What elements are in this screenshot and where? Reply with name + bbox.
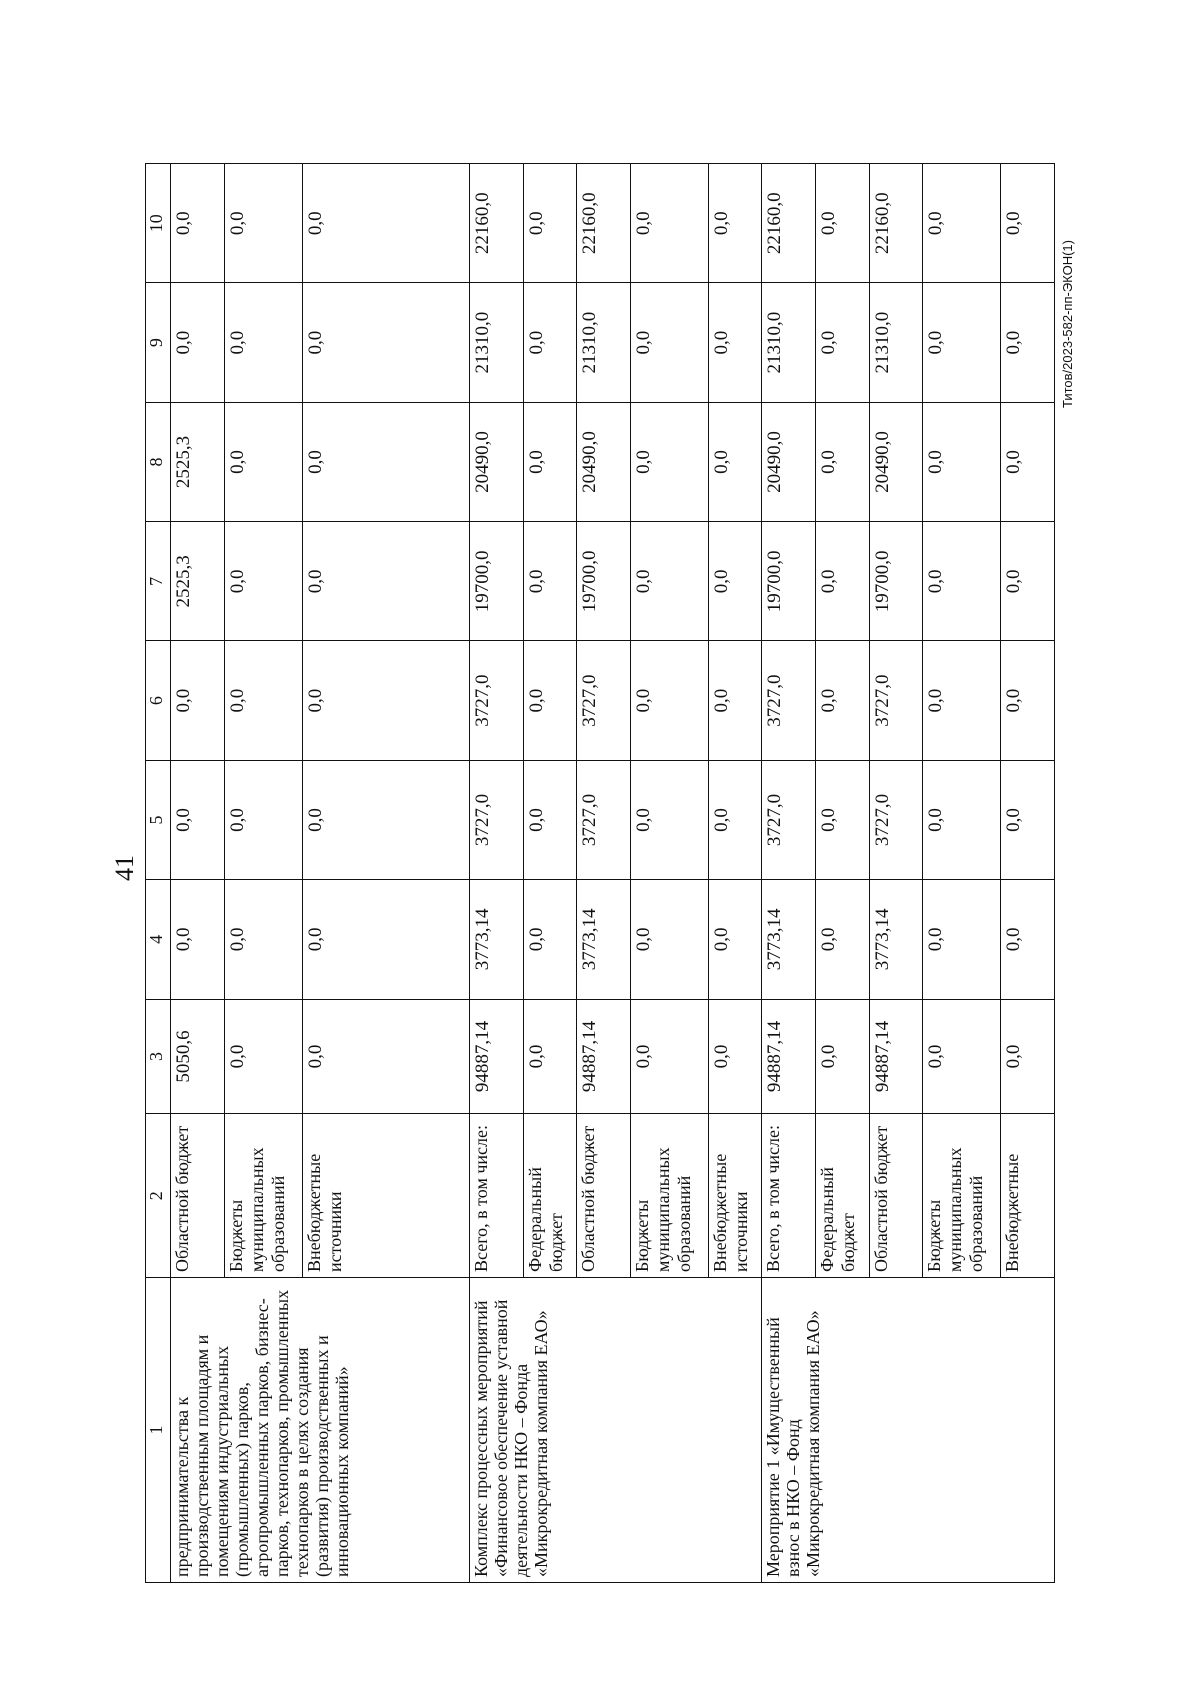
value-cell: 0,0 bbox=[224, 402, 302, 521]
value-cell: 3727,0 bbox=[762, 641, 816, 760]
value-cell: 3727,0 bbox=[470, 760, 524, 879]
value-cell: 0,0 bbox=[1001, 522, 1055, 641]
event-title-cell: Мероприятие 1 «Имущественный взнос в НКО – Фонд «Микрокредитная компания ЕАО» bbox=[762, 1277, 1055, 1582]
value-cell: 20490,0 bbox=[869, 402, 923, 521]
value-cell: 0,0 bbox=[923, 164, 1001, 283]
value-cell: 0,0 bbox=[816, 880, 870, 999]
value-cell: 0,0 bbox=[523, 999, 577, 1114]
value-cell: 19700,0 bbox=[762, 522, 816, 641]
value-cell: 0,0 bbox=[523, 402, 577, 521]
value-cell: 19700,0 bbox=[470, 522, 524, 641]
value-cell: 0,0 bbox=[923, 880, 1001, 999]
value-cell: 0,0 bbox=[708, 402, 762, 521]
value-cell: 3773,14 bbox=[762, 880, 816, 999]
value-cell: 21310,0 bbox=[577, 283, 631, 402]
header-cell: 3 bbox=[146, 999, 171, 1114]
funding-source-cell: Бюджеты муниципальных образований bbox=[630, 1114, 708, 1278]
event-title-cell: Комплекс процессных мероприятий «Финансовое обеспечение уставной деятельности НКО – Фонда «Микрокредитная компания ЕАО» bbox=[470, 1277, 762, 1582]
value-cell: 0,0 bbox=[171, 283, 225, 402]
value-cell: 0,0 bbox=[630, 880, 708, 999]
value-cell: 0,0 bbox=[708, 641, 762, 760]
value-cell: 0,0 bbox=[171, 164, 225, 283]
funding-source-cell: Федеральный бюджет bbox=[816, 1114, 870, 1278]
value-cell: 94887,14 bbox=[869, 999, 923, 1114]
funding-source-cell: Федеральный бюджет bbox=[523, 1114, 577, 1278]
value-cell: 0,0 bbox=[630, 283, 708, 402]
value-cell: 0,0 bbox=[923, 641, 1001, 760]
value-cell: 0,0 bbox=[523, 522, 577, 641]
value-cell: 20490,0 bbox=[762, 402, 816, 521]
value-cell: 0,0 bbox=[224, 880, 302, 999]
value-cell: 0,0 bbox=[816, 402, 870, 521]
funding-source-cell: Областной бюджет bbox=[869, 1114, 923, 1278]
value-cell: 22160,0 bbox=[762, 164, 816, 283]
table-container bbox=[145, 163, 1055, 1583]
document-code: Титов/2023-582-пп-ЭКОН(1) bbox=[1060, 240, 1075, 409]
page-number: 41 bbox=[110, 855, 139, 881]
value-cell: 0,0 bbox=[816, 999, 870, 1114]
header-cell: 6 bbox=[146, 641, 171, 760]
funding-source-cell: Областной бюджет bbox=[577, 1114, 631, 1278]
value-cell: 0,0 bbox=[523, 641, 577, 760]
value-cell: 0,0 bbox=[1001, 283, 1055, 402]
value-cell: 22160,0 bbox=[577, 164, 631, 283]
value-cell: 3727,0 bbox=[762, 760, 816, 879]
value-cell: 94887,14 bbox=[762, 999, 816, 1114]
value-cell: 0,0 bbox=[302, 641, 469, 760]
value-cell: 0,0 bbox=[708, 880, 762, 999]
value-cell: 0,0 bbox=[302, 164, 469, 283]
header-cell: 2 bbox=[146, 1114, 171, 1278]
header-cell: 8 bbox=[146, 402, 171, 521]
table-row bbox=[762, 164, 816, 1583]
value-cell: 19700,0 bbox=[869, 522, 923, 641]
funding-source-cell: Внебюджетные bbox=[1001, 1114, 1055, 1278]
value-cell: 0,0 bbox=[1001, 880, 1055, 999]
value-cell: 0,0 bbox=[224, 999, 302, 1114]
value-cell: 20490,0 bbox=[470, 402, 524, 521]
value-cell: 0,0 bbox=[630, 402, 708, 521]
value-cell: 0,0 bbox=[1001, 999, 1055, 1114]
value-cell: 0,0 bbox=[224, 283, 302, 402]
value-cell: 0,0 bbox=[708, 999, 762, 1114]
value-cell: 0,0 bbox=[1001, 402, 1055, 521]
value-cell: 5050,6 bbox=[171, 999, 225, 1114]
value-cell: 0,0 bbox=[708, 164, 762, 283]
value-cell: 0,0 bbox=[302, 283, 469, 402]
header-cell: 4 bbox=[146, 880, 171, 999]
value-cell: 0,0 bbox=[630, 999, 708, 1114]
value-cell: 0,0 bbox=[523, 880, 577, 999]
value-cell: 0,0 bbox=[630, 164, 708, 283]
value-cell: 21310,0 bbox=[869, 283, 923, 402]
value-cell: 0,0 bbox=[1001, 641, 1055, 760]
value-cell: 19700,0 bbox=[577, 522, 631, 641]
header-cell: 10 bbox=[146, 164, 171, 283]
value-cell: 3773,14 bbox=[470, 880, 524, 999]
header-cell: 1 bbox=[146, 1277, 171, 1582]
value-cell: 0,0 bbox=[708, 522, 762, 641]
value-cell: 0,0 bbox=[923, 522, 1001, 641]
funding-source-cell: Всего, в том числе: bbox=[470, 1114, 524, 1278]
value-cell: 0,0 bbox=[224, 641, 302, 760]
budget-table bbox=[145, 163, 1055, 1583]
value-cell: 0,0 bbox=[1001, 164, 1055, 283]
value-cell: 0,0 bbox=[1001, 760, 1055, 879]
value-cell: 3727,0 bbox=[470, 641, 524, 760]
funding-source-cell: Областной бюджет bbox=[171, 1114, 225, 1278]
value-cell: 0,0 bbox=[816, 522, 870, 641]
value-cell: 0,0 bbox=[224, 164, 302, 283]
value-cell: 0,0 bbox=[171, 880, 225, 999]
value-cell: 0,0 bbox=[708, 283, 762, 402]
rotated-table-frame bbox=[145, 163, 1055, 1583]
table-body bbox=[171, 164, 1055, 1583]
value-cell: 0,0 bbox=[302, 999, 469, 1114]
funding-source-cell: Всего, в том числе: bbox=[762, 1114, 816, 1278]
header-row bbox=[146, 164, 171, 1583]
value-cell: 0,0 bbox=[224, 522, 302, 641]
value-cell: 0,0 bbox=[630, 522, 708, 641]
table-row bbox=[171, 164, 225, 1583]
value-cell: 2525,3 bbox=[171, 522, 225, 641]
value-cell: 0,0 bbox=[630, 641, 708, 760]
value-cell: 0,0 bbox=[923, 283, 1001, 402]
funding-source-cell: Внебюджетные источники bbox=[708, 1114, 762, 1278]
event-title-cell: предпринимательства к производственным площадям и помещениям индустриальных (промышленных) парков, агропромышленных парков, бизнес-парков, технопарков, промышленных технопарков в целях создания (развития) производственных и инновационных компаний» bbox=[171, 1277, 470, 1582]
value-cell: 2525,3 bbox=[171, 402, 225, 521]
value-cell: 0,0 bbox=[224, 760, 302, 879]
value-cell: 0,0 bbox=[708, 760, 762, 879]
value-cell: 0,0 bbox=[923, 760, 1001, 879]
funding-source-cell: Бюджеты муниципальных образований bbox=[224, 1114, 302, 1278]
value-cell: 21310,0 bbox=[470, 283, 524, 402]
header-cell: 5 bbox=[146, 760, 171, 879]
value-cell: 0,0 bbox=[302, 880, 469, 999]
value-cell: 0,0 bbox=[523, 760, 577, 879]
value-cell: 94887,14 bbox=[470, 999, 524, 1114]
table-row bbox=[470, 164, 524, 1583]
value-cell: 3773,14 bbox=[869, 880, 923, 999]
value-cell: 0,0 bbox=[816, 164, 870, 283]
value-cell: 0,0 bbox=[302, 760, 469, 879]
value-cell: 3727,0 bbox=[869, 641, 923, 760]
value-cell: 20490,0 bbox=[577, 402, 631, 521]
value-cell: 0,0 bbox=[816, 641, 870, 760]
value-cell: 0,0 bbox=[816, 283, 870, 402]
funding-source-cell: Бюджеты муниципальных образований bbox=[923, 1114, 1001, 1278]
value-cell: 3727,0 bbox=[577, 641, 631, 760]
value-cell: 21310,0 bbox=[762, 283, 816, 402]
value-cell: 3727,0 bbox=[869, 760, 923, 879]
header-cell: 9 bbox=[146, 283, 171, 402]
value-cell: 0,0 bbox=[630, 760, 708, 879]
value-cell: 0,0 bbox=[171, 641, 225, 760]
value-cell: 0,0 bbox=[923, 999, 1001, 1114]
value-cell: 3773,14 bbox=[577, 880, 631, 999]
value-cell: 0,0 bbox=[302, 522, 469, 641]
value-cell: 0,0 bbox=[302, 402, 469, 521]
value-cell: 0,0 bbox=[816, 760, 870, 879]
value-cell: 0,0 bbox=[171, 760, 225, 879]
value-cell: 94887,14 bbox=[577, 999, 631, 1114]
value-cell: 22160,0 bbox=[869, 164, 923, 283]
header-cell: 7 bbox=[146, 522, 171, 641]
funding-source-cell: Внебюджетные источники bbox=[302, 1114, 469, 1278]
value-cell: 0,0 bbox=[523, 283, 577, 402]
value-cell: 0,0 bbox=[923, 402, 1001, 521]
value-cell: 3727,0 bbox=[577, 760, 631, 879]
value-cell: 22160,0 bbox=[470, 164, 524, 283]
value-cell: 0,0 bbox=[523, 164, 577, 283]
